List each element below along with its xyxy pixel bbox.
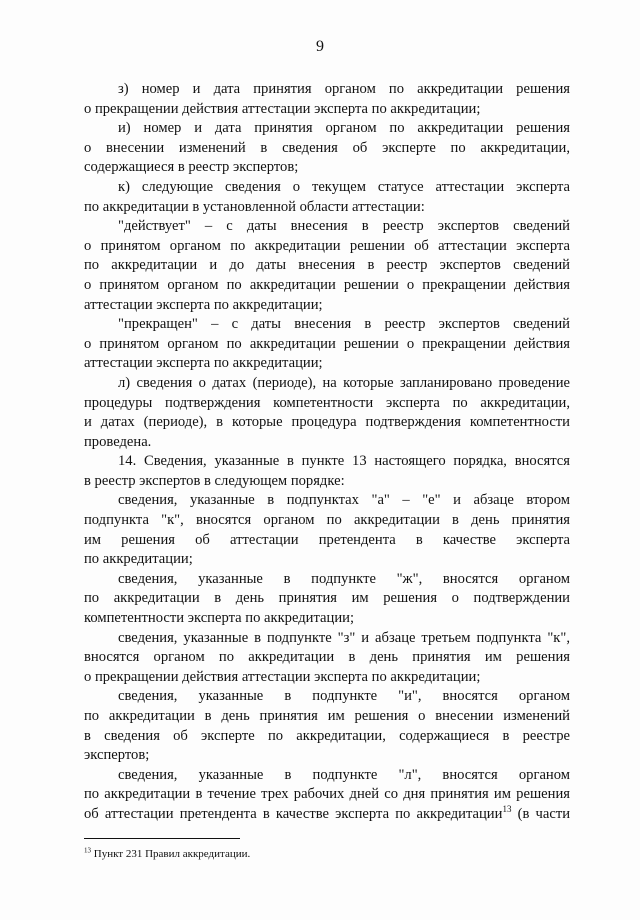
text-line [84,609,570,629]
text-line-content: проведена. [84,433,152,450]
text-line-content: з) номер и дата принятия органом по аккредитации решения [118,81,570,97]
text-line [84,80,570,100]
text-line-content: о принятом органом по аккредитации решении о прекращении действия [84,335,570,352]
text-line [84,491,570,511]
body-text [84,80,570,825]
text-line-content: к) следующие сведения о текущем статусе аттестации эксперта [118,178,570,195]
text-line [84,785,570,805]
text-line-content: сведения, указанные в подпункте "л", вносятся органом [118,766,570,783]
text-line-content: аттестации эксперта по аккредитации; [84,355,323,372]
text-line [84,217,570,237]
text-line-content: "прекращен" – с даты внесения в реестр экспертов сведений [118,316,570,333]
text-line [84,237,570,257]
text-line [84,629,570,649]
text-line-content: по аккредитации и до даты внесения в реестр экспертов сведений [84,257,570,274]
text-line [84,335,570,355]
footnote-marker: 13 [84,846,91,855]
text-line-content: об аттестации претендента в качестве эксперта по аккредитации [84,805,503,822]
footnote [84,847,570,861]
text-line [84,256,570,276]
text-line [84,805,570,825]
text-line [84,668,570,688]
text-line [84,570,570,590]
text-line [84,452,570,472]
text-line [84,511,570,531]
text-line-content: сведения, указанные в подпункте "и", вносятся органом [118,688,570,705]
text-line-content: подпункта "к", вносятся органом по аккредитации в день принятия [84,512,570,529]
text-line-content: вносятся органом по аккредитации в день принятия им решения [84,649,570,666]
text-line-content: о принятом органом по аккредитации решении о прекращении действия [84,276,570,293]
text-line-content: сведения, указанные в подпункте "ж", вносятся органом [118,570,570,587]
text-line [84,296,570,316]
text-line-content: "действует" – с даты внесения в реестр экспертов сведений [118,218,570,235]
text-line-content: и датах (периоде), в которые процедура подтверждения компетентности [84,414,570,431]
text-line-content: о внесении изменений в сведения об эксперте по аккредитации, [84,139,570,156]
text-line-content: и) номер и дата принятия органом по аккредитации решения [118,120,570,137]
text-line [84,374,570,394]
text-line-content: 14. Сведения, указанные в пункте 13 настоящего порядка, вносятся [118,453,570,470]
text-line-content: процедуры подтверждения компетентности эксперта по аккредитации, [84,394,570,411]
text-line-content: компетентности эксперта по аккредитации; [84,610,355,627]
text-line [84,589,570,609]
text-line [84,354,570,374]
text-line [84,119,570,139]
text-line [84,766,570,786]
text-line [84,687,570,707]
footnote-text: Пункт 231 Правил аккредитации. [91,848,251,860]
text-line [84,413,570,433]
text-line-content: содержащиеся в реестр экспертов; [84,159,299,176]
text-line [84,746,570,766]
text-line-content: л) сведения о датах (периоде), на которые запланировано проведение [118,374,570,391]
text-line [84,315,570,335]
text-line [84,198,570,218]
text-line-content: в реестр экспертов в следующем порядке: [84,472,345,489]
text-line [84,139,570,159]
text-line [84,433,570,453]
text-line-content: о принятом органом по аккредитации решении об аттестации эксперта [84,237,570,254]
text-line [84,158,570,178]
text-line [84,727,570,747]
page-number: 9 [316,38,324,55]
text-line-content: по аккредитации в день принятия им решения о внесении изменений [84,708,570,724]
footnote-reference: 13 [502,804,512,815]
text-line-tail: (в части [511,805,570,822]
text-line [84,531,570,551]
text-line-content: по аккредитации; [84,551,193,568]
text-line-content: сведения, указанные в подпункте "з" и абзаце третьем подпункта "к", [118,629,570,646]
text-line-content: сведения, указанные в подпунктах "а" – "е" и абзаце втором [118,492,570,509]
text-line-content: о прекращении действия аттестации эксперта по аккредитации; [84,100,481,117]
text-line [84,178,570,198]
text-line [84,276,570,296]
text-line [84,100,570,120]
text-line [84,648,570,668]
text-line [84,394,570,414]
text-line-content: в сведения об эксперте по аккредитации, содержащиеся в реестре [84,727,570,744]
text-line-content: экспертов; [84,747,150,764]
text-line-content: по аккредитации в установленной области аттестации: [84,198,425,215]
text-line-content: по аккредитации в день принятия им решения о подтверждении [84,590,570,607]
text-line [84,707,570,727]
text-line-content: им решения об аттестации претендента в качестве эксперта [84,531,570,548]
text-line [84,472,570,492]
footnote-separator [84,838,240,839]
text-line [84,550,570,570]
text-line-content: о прекращении действия аттестации эксперта по аккредитации; [84,668,481,685]
text-line-content: по аккредитации в течение трех рабочих дней со дня принятия им решения [84,786,570,803]
text-line-content: аттестации эксперта по аккредитации; [84,296,323,313]
